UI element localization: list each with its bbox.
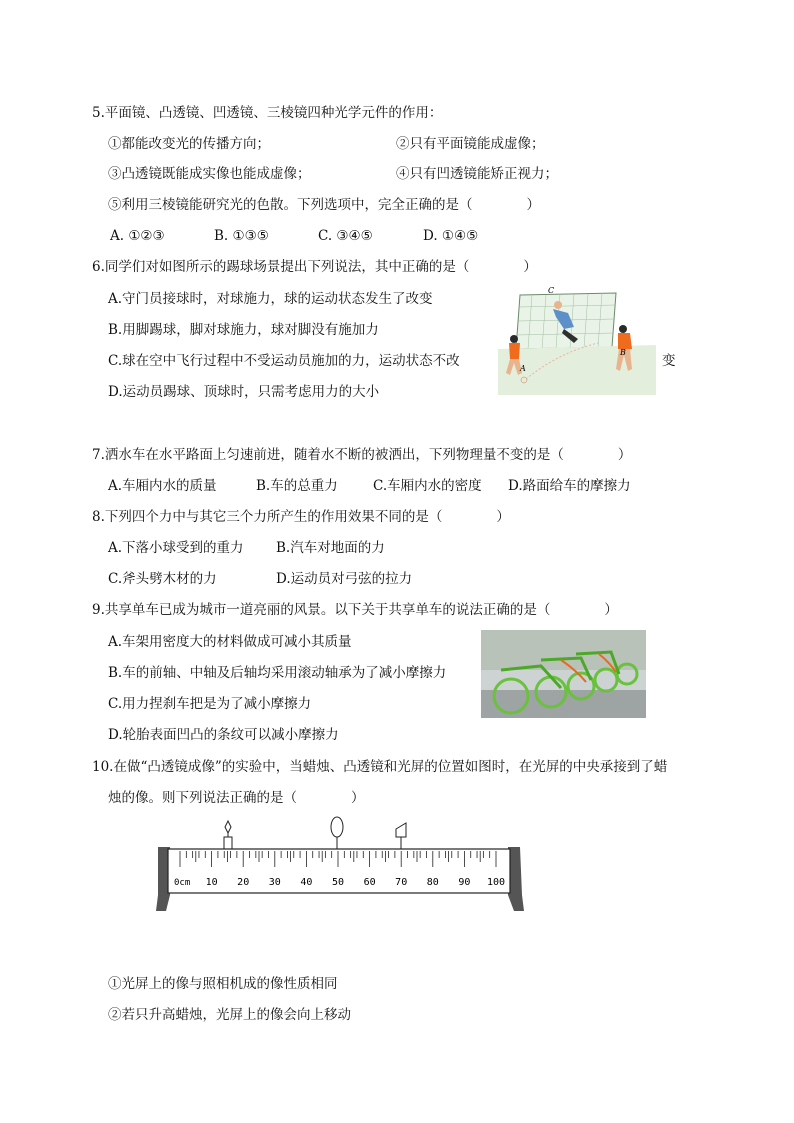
q7-stem: 7.洒水车在水平路面上匀速前进，随着水不断的被洒出，下列物理量不变的是（ ） <box>92 447 632 463</box>
q7-option-b: B.车的总重力 <box>256 478 338 494</box>
q5-statement-4: ④只有凹透镜能矫正视力； <box>396 166 558 182</box>
q5-statement-5: ⑤利用三棱镜能研究光的色散。下列选项中，完全正确的是（ ） <box>108 197 540 213</box>
convex-lens-icon <box>331 817 343 849</box>
q8-option-d: D.运动员对弓弦的拉力 <box>276 571 413 587</box>
label-c: C <box>548 286 555 295</box>
ruler-tick-label: 100 <box>486 877 506 888</box>
q7-option-c: C.车厢内水的密度 <box>373 478 482 494</box>
q9-stem: 9.共享单车已成为城市一道亮丽的风景。以下关于共享单车的说法正确的是（ ） <box>92 602 618 618</box>
q8-option-a: A.下落小球受到的重力 <box>108 540 244 556</box>
ruler-tick-label: 10 <box>205 877 218 888</box>
label-a: A <box>520 364 526 373</box>
q5-stem: 5.平面镜、凸透镜、凹透镜、三棱镜四种光学元件的作用： <box>92 105 443 121</box>
q5-option-b: B. ①③⑤ <box>214 228 269 244</box>
ruler-tick-label: 30 <box>268 877 281 888</box>
q6-option-b: B.用脚踢球，脚对球施力，球对脚没有施加力 <box>108 322 379 338</box>
ruler-tick-label: 90 <box>458 877 471 888</box>
q6-option-c: C.球在空中飞行过程中不受运动员施加的力，运动状态不改 <box>108 353 460 369</box>
q7-option-a: A.车厢内水的质量 <box>108 478 217 494</box>
q6-option-a: A.守门员接球时，对球施力，球的运动状态发生了改变 <box>108 291 433 307</box>
q5-option-d: D. ①④⑤ <box>423 228 479 244</box>
q6-option-c-tail: 变 <box>662 353 676 369</box>
label-b: B <box>620 348 626 357</box>
q8-stem: 8.下列四个力中与其它三个力所产生的作用效果不同的是（ ） <box>92 509 510 525</box>
ruler-tick-label: 50 <box>331 877 345 888</box>
ruler-unit: 0cm <box>174 878 191 888</box>
q5-option-a: A. ①②③ <box>110 228 165 244</box>
q6-option-d: D.运动员踢球、顶球时，只需考虑用力的大小 <box>108 384 380 400</box>
q8-option-c: C.斧头劈木材的力 <box>108 571 217 587</box>
light-screen-icon <box>396 823 406 849</box>
q5-option-c: C. ③④⑤ <box>318 228 373 244</box>
optical-bench-figure <box>150 815 530 915</box>
ruler-tick-label: 20 <box>237 877 250 888</box>
q9-option-b: B.车的前轴、中轴及后轴均采用滚动轴承为了减小摩擦力 <box>108 665 447 681</box>
q5-statement-3: ③凸透镜既能成实像也能成虚像； <box>108 166 311 182</box>
q9-option-a: A.车架用密度大的材料做成可减小其质量 <box>108 634 352 650</box>
q10-stem-line1: 10.在做“凸透镜成像”的实验中，当蜡烛、凸透镜和光屏的位置如图时，在光屏的中央承接到了蜡 <box>92 759 668 775</box>
q6-stem: 6.同学们对如图所示的踢球场景提出下列说法，其中正确的是（ ） <box>92 259 537 275</box>
ruler-tick-label: 60 <box>363 877 376 888</box>
q5-statement-1: ①都能改变光的传播方向； <box>108 136 270 152</box>
ruler-tick-label: 70 <box>395 877 408 888</box>
ruler-tick-label: 40 <box>300 877 313 888</box>
q10-statement-2: ②若只升高蜡烛，光屏上的像会向上移动 <box>108 1007 351 1023</box>
q8-option-b: B.汽车对地面的力 <box>276 540 385 556</box>
shared-bikes-photo <box>481 630 646 718</box>
q9-option-c: C.用力捏刹车把是为了减小摩擦力 <box>108 696 312 712</box>
candle-icon <box>224 821 232 849</box>
q9-option-d: D.轮胎表面凹凸的条纹可以减小摩擦力 <box>108 727 339 743</box>
q5-statement-2: ②只有平面镜能成虚像； <box>396 136 545 152</box>
ruler-tick-label: 80 <box>426 877 439 888</box>
q10-statement-1: ①光屏上的像与照相机成的像性质相同 <box>108 976 338 992</box>
soccer-scene-figure <box>498 283 656 395</box>
q10-stem-line2: 烛的像。则下列说法正确的是（ ） <box>108 790 365 806</box>
q7-option-d: D.路面给车的摩擦力 <box>508 478 631 494</box>
